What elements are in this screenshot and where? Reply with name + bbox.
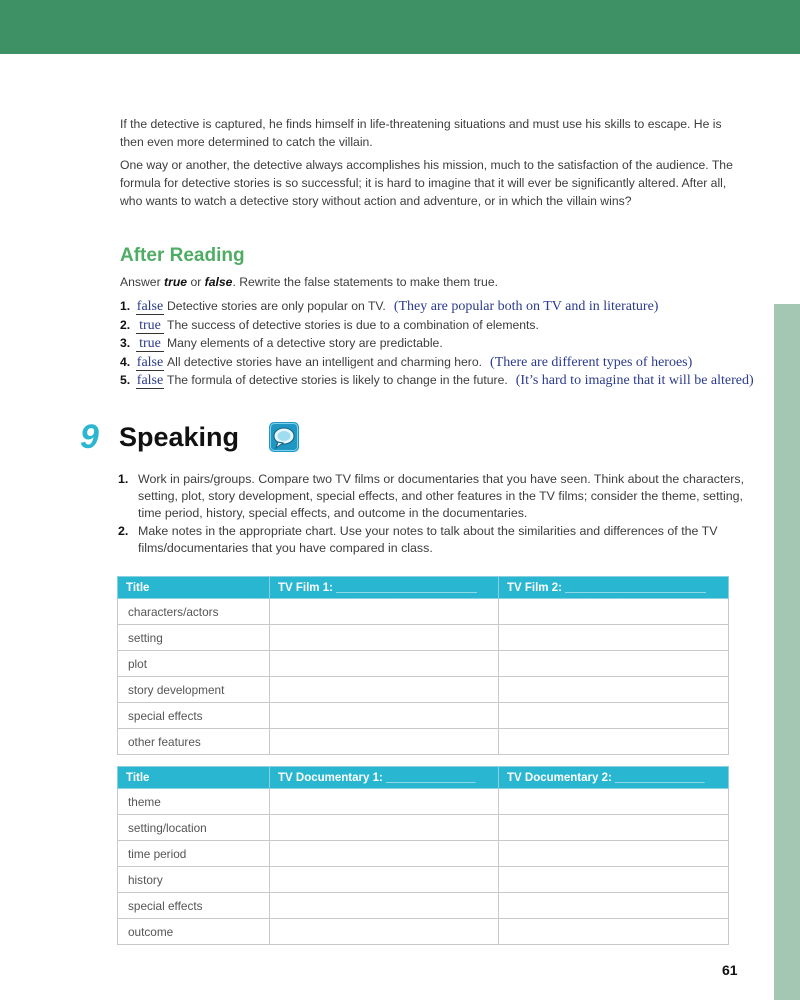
speaking-instruction-1: 1. Work in pairs/groups. Compare two TV films or documentaries that you have seen. Think about the characters, setting, plot, story development, special effects, and other features in the TV films; consider the theme, setting, time period, history, special effects, and outcome in the documentaries. bbox=[118, 472, 745, 520]
notes-cell[interactable] bbox=[499, 599, 729, 625]
table-row: other features bbox=[118, 729, 729, 755]
notes-cell[interactable] bbox=[270, 893, 499, 919]
table-row: special effects bbox=[118, 703, 729, 729]
notes-cell[interactable] bbox=[270, 677, 499, 703]
notes-cell[interactable] bbox=[270, 651, 499, 677]
after-reading-heading: After Reading bbox=[120, 245, 245, 266]
notes-cell[interactable] bbox=[499, 625, 729, 651]
tv-films-chart bbox=[117, 576, 729, 755]
page-number: 61 bbox=[722, 962, 738, 978]
answer-field[interactable]: false bbox=[136, 355, 164, 370]
after-reading-instruction: Answer true or false. Rewrite the false statements to make them true. bbox=[120, 275, 498, 289]
section-title: Speaking bbox=[119, 422, 240, 452]
notes-cell[interactable] bbox=[499, 677, 729, 703]
notes-cell[interactable] bbox=[499, 893, 729, 919]
table-row: time period bbox=[118, 841, 729, 867]
notes-cell[interactable] bbox=[270, 815, 499, 841]
tf-item-3: 3. true Many elements of a detective story are predictable. bbox=[120, 336, 443, 351]
table-row: outcome bbox=[118, 919, 729, 945]
top-color-band bbox=[0, 0, 800, 54]
table-row: setting bbox=[118, 625, 729, 651]
table-row: plot bbox=[118, 651, 729, 677]
tf-item-5: 5. false The formula of detective stories is likely to change in the future. (It’s hard to imagine that it will be altered) bbox=[120, 373, 754, 388]
table-header-row bbox=[118, 577, 729, 599]
notes-cell[interactable] bbox=[270, 789, 499, 815]
tf-item-1: 1. false Detective stories are only popular on TV. (They are popular both on TV and in literature) bbox=[120, 299, 659, 314]
notes-cell[interactable] bbox=[499, 789, 729, 815]
header-tv-documentary-2: TV Documentary 2: ______________ bbox=[499, 767, 729, 789]
header-title: Title bbox=[118, 577, 270, 599]
notes-cell[interactable] bbox=[499, 815, 729, 841]
true-word: true bbox=[164, 275, 188, 289]
notes-cell[interactable] bbox=[499, 867, 729, 893]
notes-cell[interactable] bbox=[270, 867, 499, 893]
answer-field[interactable]: false bbox=[136, 299, 164, 314]
table-row: characters/actors bbox=[118, 599, 729, 625]
header-title: Title bbox=[118, 767, 270, 789]
speaking-instruction-2: 2. Make notes in the appropriate chart. Use your notes to talk about the similarities and differences of the TV films/documentaries that you have compared in class. bbox=[118, 524, 718, 555]
tf-item-4: 4. false All detective stories have an intelligent and charming hero. (There are different types of heroes) bbox=[120, 355, 693, 370]
handwritten-correction: (They are popular both on TV and in literature) bbox=[393, 299, 659, 314]
side-tab-strip bbox=[774, 304, 800, 1000]
notes-cell[interactable] bbox=[499, 729, 729, 755]
table-row: theme bbox=[118, 789, 729, 815]
speech-bubble-icon bbox=[269, 422, 299, 452]
header-tv-documentary-1: TV Documentary 1: ______________ bbox=[270, 767, 499, 789]
table-row: special effects bbox=[118, 893, 729, 919]
table-header-row bbox=[118, 767, 729, 789]
notes-cell[interactable] bbox=[499, 841, 729, 867]
answer-field[interactable]: true bbox=[136, 319, 164, 334]
answer-field[interactable]: true bbox=[136, 337, 164, 352]
reading-paragraph-1: If the detective is captured, he finds himself in life-threatening situations and must use his skills to escape. He is then even more determined to catch the villain. bbox=[120, 117, 722, 149]
table-row: setting/location bbox=[118, 815, 729, 841]
notes-cell[interactable] bbox=[270, 841, 499, 867]
notes-cell[interactable] bbox=[270, 599, 499, 625]
section-number: 9 bbox=[80, 418, 99, 456]
notes-cell[interactable] bbox=[499, 651, 729, 677]
notes-cell[interactable] bbox=[499, 703, 729, 729]
header-tv-film-2: TV Film 2: ______________________ bbox=[499, 577, 729, 599]
notes-cell[interactable] bbox=[270, 919, 499, 945]
reading-paragraph-2: One way or another, the detective always accomplishes his mission, much to the satisfaction of the audience. The formula for detective stories is so successful; it is hard to imagine that it will ever be significantly altered. After all, who wants to watch a detective story without action and adventure, or in which the villain wins? bbox=[120, 158, 733, 208]
header-tv-film-1: TV Film 1: ______________________ bbox=[270, 577, 499, 599]
answer-field[interactable]: false bbox=[136, 373, 164, 388]
handwritten-correction: (There are different types of heroes) bbox=[490, 355, 693, 370]
handwritten-correction: (It’s hard to imagine that it will be altered) bbox=[515, 373, 754, 388]
table-row: history bbox=[118, 867, 729, 893]
notes-cell[interactable] bbox=[270, 703, 499, 729]
tf-item-2: 2. true The success of detective stories is due to a combination of elements. bbox=[120, 318, 539, 333]
tv-documentaries-chart bbox=[117, 766, 729, 945]
false-word: false bbox=[204, 275, 233, 289]
table-row: story development bbox=[118, 677, 729, 703]
notes-cell[interactable] bbox=[499, 919, 729, 945]
notes-cell[interactable] bbox=[270, 625, 499, 651]
notes-cell[interactable] bbox=[270, 729, 499, 755]
